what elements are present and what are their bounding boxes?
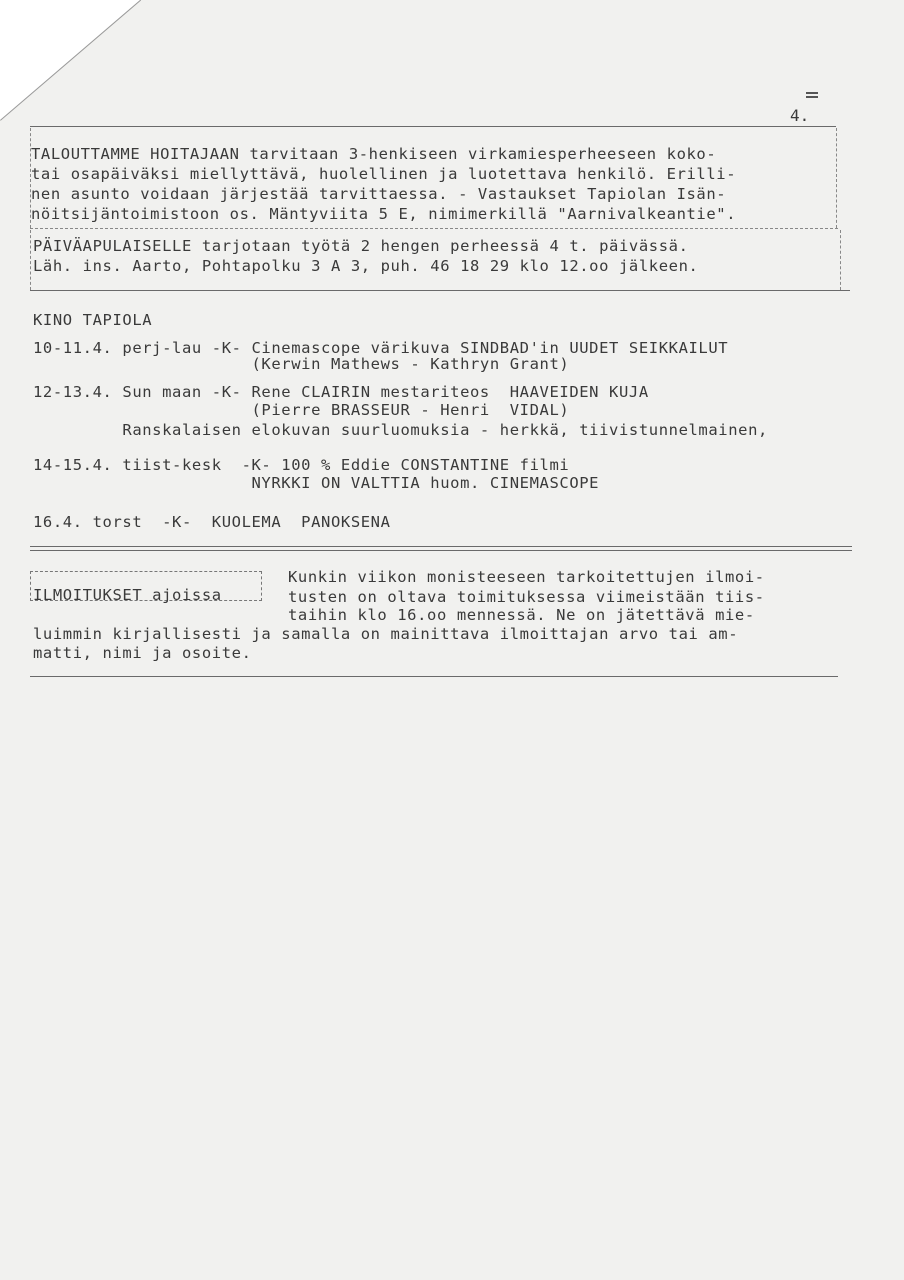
ad1-right-border xyxy=(836,128,837,228)
kino-heading: KINO TAPIOLA xyxy=(33,311,153,329)
notice-line: taihin klo 16.oo mennessä. Ne on jätettävä mie- xyxy=(288,606,755,624)
ad1-bottom-rule xyxy=(30,228,838,229)
notice-line: tusten on oltava toimituksessa viimeistään tiis- xyxy=(288,588,765,606)
notice-line: luimmin kirjallisesti ja samalla on mainittava ilmoittajan arvo tai am- xyxy=(33,625,739,643)
page-mark xyxy=(806,96,818,98)
ad2-left-border xyxy=(30,230,31,290)
kino-line: 16.4. torst -K- KUOLEMA PANOKSENA xyxy=(33,513,391,531)
kino-line: Ranskalaisen elokuvan suurluomuksia - herkkä, tiivistunnelmainen, xyxy=(33,421,768,439)
page-number: 4. xyxy=(790,106,810,125)
kino-line: 14-15.4. tiist-kesk -K- 100 % Eddie CONSTANTINE filmi xyxy=(33,456,570,474)
bottom-rule xyxy=(30,676,838,677)
page-mark xyxy=(806,92,818,94)
kino-line: (Kerwin Mathews - Kathryn Grant) xyxy=(33,355,570,373)
ad1-top-rule xyxy=(30,126,836,127)
ad2-right-border xyxy=(840,230,841,290)
ad2-line: Läh. ins. Aarto, Pohtapolku 3 A 3, puh. 46 18 29 klo 12.oo jälkeen. xyxy=(33,257,699,275)
kino-line: 10-11.4. perj-lau -K- Cinemascope värikuva SINDBAD'in UUDET SEIKKAILUT xyxy=(33,339,729,357)
ad1-line: nöitsijäntoimistoon os. Mäntyviita 5 E, nimimerkillä "Aarnivalkeantie". xyxy=(31,205,737,223)
kino-line: 12-13.4. Sun maan -K- Rene CLAIRIN mestariteos HAAVEIDEN KUJA xyxy=(33,383,649,401)
kino-line: NYRKKI ON VALTTIA huom. CINEMASCOPE xyxy=(33,474,600,492)
ad1-line: tai osapäiväksi miellyttävä, huolellinen ja luotettava henkilö. Erilli- xyxy=(31,165,737,183)
kino-line: (Pierre BRASSEUR - Henri VIDAL) xyxy=(33,401,570,419)
notice-label: ILMOITUKSET ajoissa xyxy=(33,586,222,604)
ad1-line: nen asunto voidaan järjestää tarvittaessa. - Vastaukset Tapiolan Isän- xyxy=(31,185,727,203)
ad2-line: PÄIVÄAPULAISELLE tarjotaan työtä 2 hengen perheessä 4 t. päivässä. xyxy=(33,237,689,255)
ad2-bottom-rule xyxy=(30,290,850,291)
section-divider xyxy=(30,546,852,551)
notice-line: matti, nimi ja osoite. xyxy=(33,644,252,662)
ad1-line: TALOUTTAMME HOITAJAAN tarvitaan 3-henkiseen virkamiesperheeseen koko- xyxy=(31,145,717,163)
notice-line: Kunkin viikon monisteeseen tarkoitettujen ilmoi- xyxy=(288,568,765,586)
